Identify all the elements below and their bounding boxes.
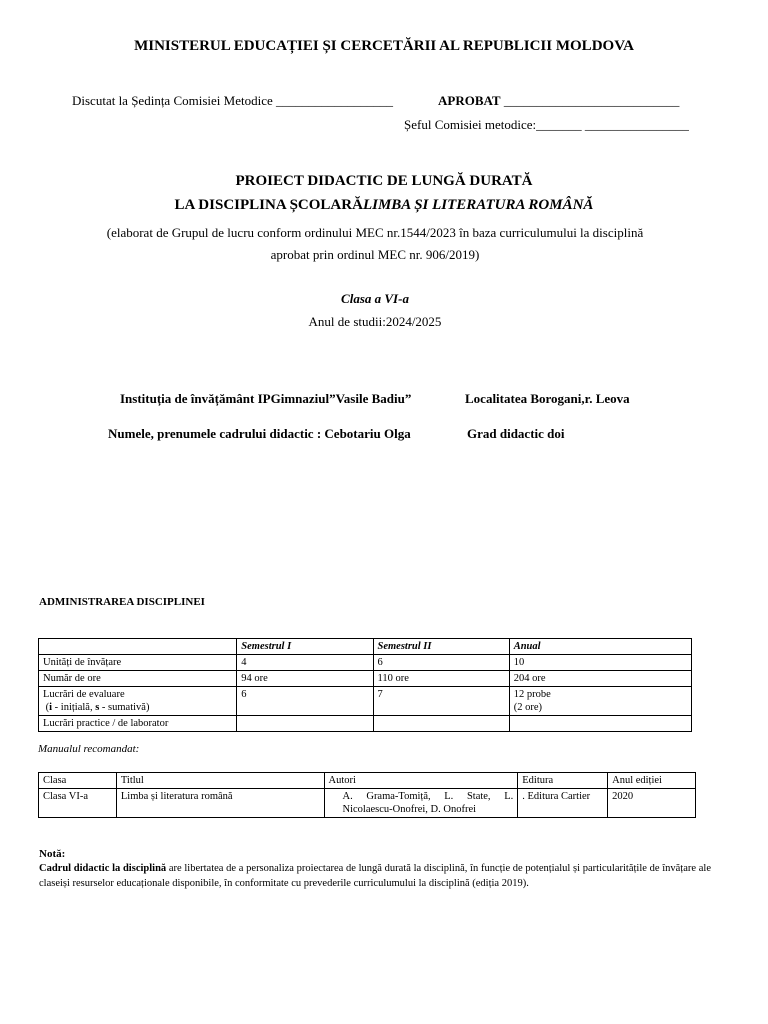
note-paragraph xyxy=(39,861,711,891)
table-cell: Clasa VI-a xyxy=(39,789,117,818)
table-cell xyxy=(39,687,237,716)
discipline-subject: LIMBA ȘI LITERATURA ROMÂNĂ xyxy=(362,197,594,213)
table-cell: 204 ore xyxy=(509,671,691,687)
table-header-cell xyxy=(39,639,237,655)
table-row xyxy=(39,671,692,687)
table-cell: Număr de ore xyxy=(39,671,237,687)
institution: Instituția de învățământ IPGimnaziul”Vasile Badiu” xyxy=(120,391,412,406)
document-title: PROIECT DIDACTIC DE LUNGĂ DURATĂ xyxy=(235,173,533,189)
table-cell: Lucrări practice / de laborator xyxy=(39,716,237,732)
table-cell: 94 ore xyxy=(237,671,373,687)
didactic-grade: Grad didactic doi xyxy=(467,426,565,441)
table-header-cell: Titlul xyxy=(116,773,324,789)
discussed-line: Discutat la Ședința Comisiei Metodice __________________ xyxy=(72,93,393,108)
legend-i: i xyxy=(49,702,53,713)
annual-probes: 12 probe xyxy=(513,689,551,700)
evaluation-label: Lucrări de evaluare xyxy=(43,689,125,700)
table-row xyxy=(39,655,692,671)
locality: Localitatea Borogani,r. Leova xyxy=(465,391,630,406)
legend-summative: - sumativă) xyxy=(99,702,150,713)
approved-line xyxy=(438,93,679,109)
table-cell: 4 xyxy=(237,655,373,671)
table-header-row xyxy=(39,773,696,789)
table-header-cell: Anul ediției xyxy=(608,773,696,789)
approved-signature-line: ___________________________ xyxy=(500,93,680,108)
table-cell: Limba și literatura română xyxy=(116,789,324,818)
table-cell xyxy=(509,687,691,716)
chief-line: Șeful Comisiei metodice:_______ ________________ xyxy=(404,117,689,132)
table-header-cell: Clasa xyxy=(39,773,117,789)
note-text: are libertatea de a personaliza proiectarea de lungă durată la disciplină, în funcție de potențialul și particularitățile de învățare ale claseiși resurselor educaționale disponibile, în conformitate cu prevederile curriculumului la disciplină (ediția 2019). xyxy=(39,863,711,889)
table-cell: A. Grama-Tomiță, L. State, L. Nicolaescu-Onofrei, D. Onofrei xyxy=(324,789,518,818)
table-cell: 2020 xyxy=(608,789,696,818)
discipline-prefix: LA DISCIPLINA ȘCOLARĂ xyxy=(174,197,363,213)
table-cell: 7 xyxy=(373,687,509,716)
admin-heading: ADMINISTRAREA DISCIPLINEI xyxy=(39,596,205,608)
table-cell xyxy=(509,716,691,732)
approved-order-note: aprobat prin ordinul MEC nr. 906/2019) xyxy=(270,247,480,262)
study-year: Anul de studii:2024/2025 xyxy=(308,314,442,329)
table-cell: Unități de învățare xyxy=(39,655,237,671)
legend-s: s xyxy=(95,702,100,713)
table-row xyxy=(39,789,696,818)
approved-label: APROBAT xyxy=(438,93,501,108)
ministry-heading: MINISTERUL EDUCAȚIEI ȘI CERCETĂRII AL REPUBLICII MOLDOVA xyxy=(134,38,634,54)
table-cell: . Editura Cartier xyxy=(518,789,608,818)
table-cell: 6 xyxy=(373,655,509,671)
table-header-cell: Autori xyxy=(324,773,518,789)
teacher-name: Numele, prenumele cadrului didactic : Cebotariu Olga xyxy=(108,426,411,441)
table-header-cell: Editura xyxy=(518,773,608,789)
note-title: Notă: xyxy=(39,848,66,860)
table-cell xyxy=(237,716,373,732)
table-cell: 6 xyxy=(237,687,373,716)
table-header-row xyxy=(39,639,692,655)
table-header-cell: Semestrul I xyxy=(237,639,373,655)
table-cell xyxy=(373,716,509,732)
table-header-cell: Anual xyxy=(509,639,691,655)
manual-label: Manualul recomandat: xyxy=(38,743,140,755)
class-label: Clasa a VI-a xyxy=(341,291,409,306)
table-header-cell: Semestrul II xyxy=(373,639,509,655)
note-bold: Cadrul didactic la disciplină xyxy=(39,863,167,874)
table-cell: 10 xyxy=(509,655,691,671)
manual-table xyxy=(38,772,696,818)
admin-table xyxy=(38,638,692,732)
annual-hours: (2 ore) xyxy=(513,702,542,713)
table-row xyxy=(39,687,692,716)
discipline-title xyxy=(0,197,768,214)
evaluation-legend: (i - inițială, s - sumativă) xyxy=(43,702,150,713)
table-row xyxy=(39,716,692,732)
legend-initial: - inițială, xyxy=(52,702,96,713)
elaborated-note: (elaborat de Grupul de lucru conform ordinului MEC nr.1544/2023 în baza curriculumului la disciplină xyxy=(106,225,644,240)
table-cell: 110 ore xyxy=(373,671,509,687)
